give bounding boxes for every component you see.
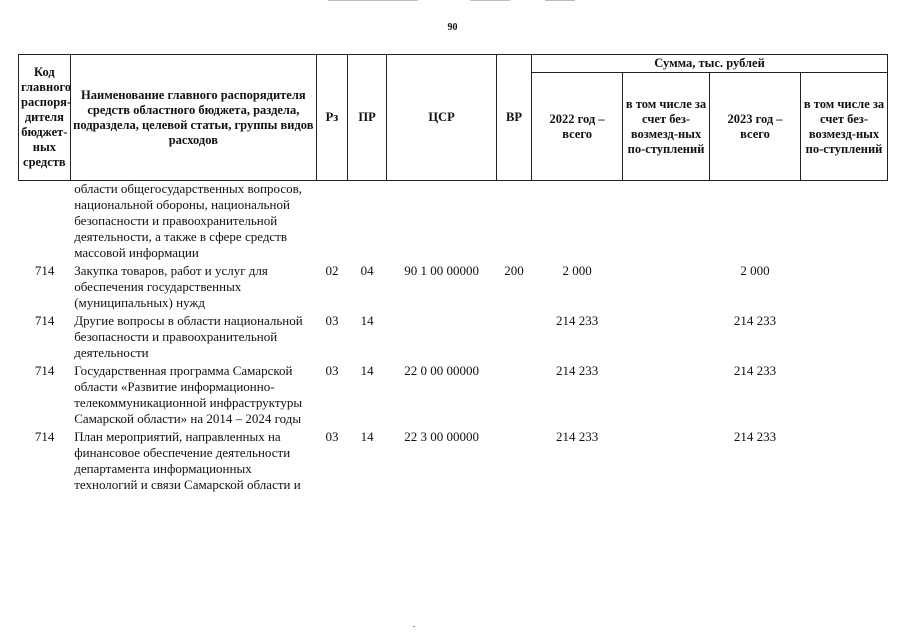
row-csr: 22 3 00 00000	[404, 429, 479, 444]
row-2023-grants	[801, 313, 888, 363]
budget-table	[18, 54, 888, 493]
row-vr	[496, 429, 531, 493]
row-csr	[387, 313, 497, 363]
row-2022-grants	[623, 363, 710, 429]
header-2023-grants: в том числе за счет без-возмезд-ных по-ступлений	[801, 73, 888, 181]
row-2023-grants	[801, 263, 888, 313]
row-name: Другие вопросы в области национальной безопасности и правоохранительной деятельности	[74, 313, 303, 360]
row-2022-grants	[623, 263, 710, 313]
row-csr: 22 0 00 00000	[404, 363, 479, 378]
header-csr: ЦСР	[387, 55, 497, 181]
row-pr	[347, 181, 386, 264]
header-pr: ПР	[347, 55, 386, 181]
row-2023-grants	[801, 429, 888, 493]
top-edge-mark	[470, 0, 510, 1]
row-vr: 200	[504, 263, 524, 278]
row-vr	[496, 313, 531, 363]
row-code: 714	[34, 313, 55, 328]
header-vr: ВР	[496, 55, 531, 181]
row-vr	[496, 181, 531, 264]
header-name: Наименование главного распорядителя средств областного бюджета, раздела, подраздела, целевой статьи, группы видов расходов	[70, 55, 316, 181]
table-row	[19, 263, 888, 313]
row-rz: 03	[325, 313, 339, 328]
row-2023-total: 214 233	[733, 429, 777, 444]
row-name: Государственная программа Самарской области «Развитие информационно-телекоммуникационной инфраструктуры Самарской области» на 2014 – 2024 годы	[74, 363, 303, 426]
row-2023-total: 214 233	[733, 313, 777, 328]
header-rz: Рз	[316, 55, 347, 181]
row-2022-total: 214 233	[555, 313, 599, 328]
row-2022-grants	[623, 429, 710, 493]
row-2022-total: 214 233	[555, 429, 599, 444]
page-number: 90	[447, 22, 458, 33]
table-row	[19, 313, 888, 363]
header-2023-total: 2023 год – всего	[709, 73, 800, 181]
row-pr: 14	[360, 363, 374, 378]
table-row	[19, 363, 888, 429]
header-2022-grants: в том числе за счет без-возмезд-ных по-ступлений	[623, 73, 710, 181]
top-edge-mark	[545, 0, 575, 1]
header-2022-total: 2022 год – всего	[532, 73, 623, 181]
row-2023-total: 2 000	[740, 263, 770, 278]
row-2023-grants	[801, 363, 888, 429]
row-rz	[316, 181, 347, 264]
row-rz: 03	[325, 363, 339, 378]
row-vr	[496, 363, 531, 429]
row-pr: 04	[360, 263, 374, 278]
row-code: 714	[34, 429, 55, 444]
row-code: 714	[34, 263, 55, 278]
table-row	[19, 429, 888, 493]
row-rz: 02	[325, 263, 339, 278]
row-2022-total: 2 000	[562, 263, 592, 278]
row-rz: 03	[325, 429, 339, 444]
row-2022-total: 214 233	[555, 363, 599, 378]
row-code: 714	[34, 363, 55, 378]
row-2023-grants	[801, 181, 888, 264]
row-pr: 14	[360, 429, 374, 444]
row-csr: 90 1 00 00000	[404, 263, 479, 278]
header-sum-group: Сумма, тыс. рублей	[532, 55, 888, 73]
row-2023-total	[709, 181, 800, 264]
row-pr: 14	[360, 313, 374, 328]
row-2022-grants	[623, 181, 710, 264]
row-csr	[387, 181, 497, 264]
row-name: области общегосударственных вопросов, национальной обороны, национальной безопасности и правоохранительной деятельности, а также в сфере средств массовой информации	[74, 181, 302, 260]
row-code	[19, 181, 71, 264]
table-row	[19, 181, 888, 264]
header-code: Код главного распоря-дителя бюджет-ных средств	[19, 55, 71, 181]
row-2022-grants	[623, 313, 710, 363]
row-2022-total	[532, 181, 623, 264]
row-2023-total: 214 233	[733, 363, 777, 378]
top-edge-mark	[328, 0, 418, 1]
row-name: Закупка товаров, работ и услуг для обеспечения государственных (муниципальных) нужд	[74, 263, 268, 310]
row-name: План мероприятий, направленных на финансовое обеспечение деятельности департамента информационных технологий и связи Самарской области и	[74, 429, 301, 492]
bottom-edge-mark	[413, 626, 415, 627]
